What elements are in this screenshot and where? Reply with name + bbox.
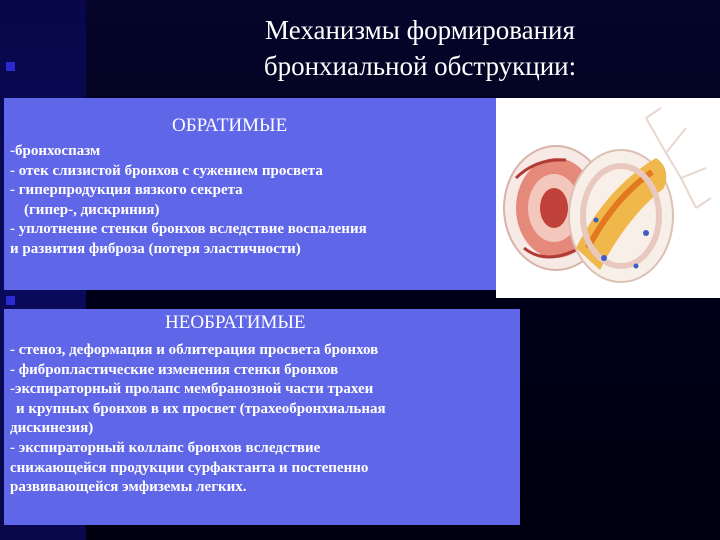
reversible-item: и развития фиброза (потеря эластичности) <box>10 240 301 257</box>
bronchus-illustration <box>496 98 720 298</box>
irreversible-heading: НЕОБРАТИМЫЕ <box>165 312 306 333</box>
title-line-2: бронхиальной обструкции: <box>263 51 577 81</box>
irreversible-item: - экспираторный коллапс бронхов вследствие <box>10 439 321 456</box>
bronchus-sectioned-view <box>569 150 673 282</box>
irreversible-mechanisms-box <box>4 309 520 525</box>
slide-title <box>190 12 650 84</box>
irreversible-item: снижающейся продукции сурфактанта и постепенно <box>10 459 369 476</box>
reversible-mechanisms-box <box>4 98 496 290</box>
reversible-item: -бронхоспазм <box>10 143 101 159</box>
irreversible-item: и крупных бронхов в их просвет (трахеобронхиальная <box>16 400 386 417</box>
title-line-1: Механизмы формирования <box>265 15 575 45</box>
reversible-item: - отек слизистой бронхов с сужением просвета <box>10 162 323 179</box>
reversible-item: - гиперпродукция вязкого секрета <box>10 182 243 199</box>
irreversible-item: - стеноз, деформация и облитерация просвета бронхов <box>10 342 379 358</box>
reversible-item: (гипер-, дискриния) <box>24 201 160 218</box>
irreversible-item: развивающейся эмфиземы легких. <box>10 479 247 496</box>
bronchus-image <box>496 98 720 298</box>
decorative-square <box>6 296 15 305</box>
irreversible-item: -экспираторный пролапс мембранозной части трахеи <box>10 381 374 398</box>
reversible-heading: ОБРАТИМЫЕ <box>172 115 288 136</box>
reversible-item: - уплотнение стенки бронхов вследствие воспаления <box>10 221 367 238</box>
irreversible-item: - фибропластические изменения стенки бронхов <box>10 361 339 378</box>
decorative-square <box>6 62 15 71</box>
irreversible-item: дискинезия) <box>10 420 94 437</box>
